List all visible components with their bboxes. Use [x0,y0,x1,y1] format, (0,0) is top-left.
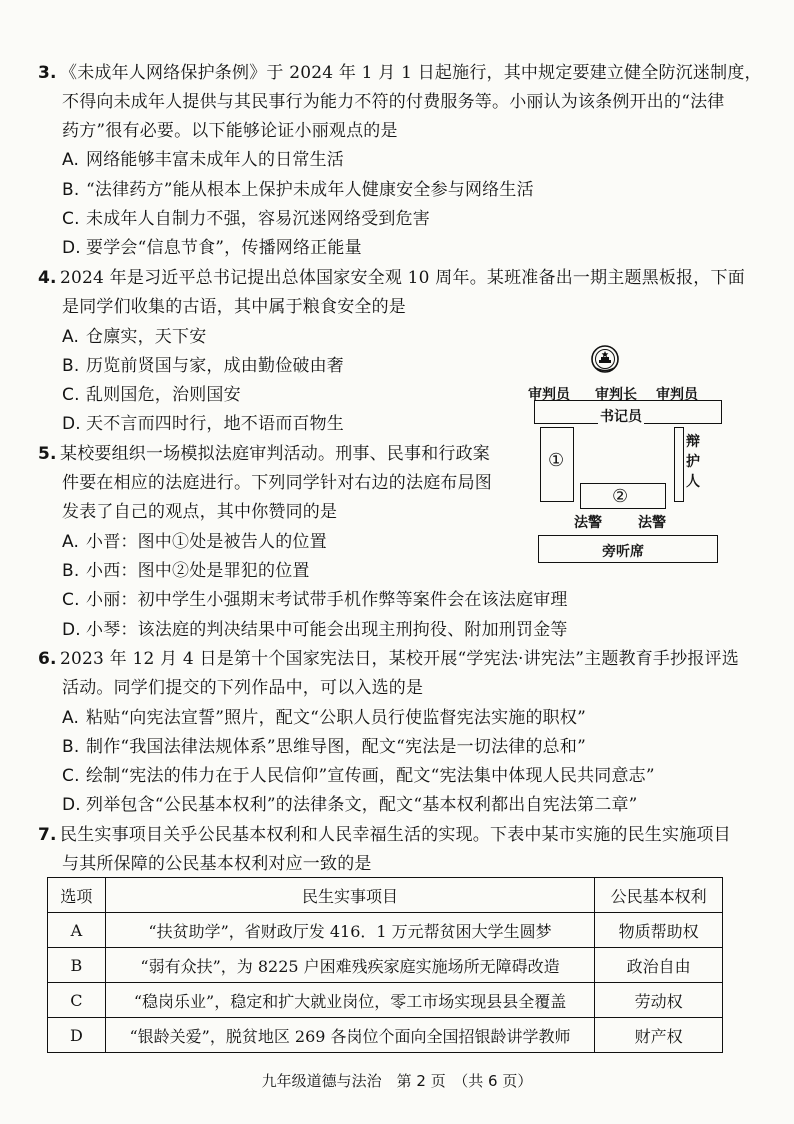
table-header-row [48,878,723,913]
table-cell: D [48,1018,106,1053]
q6-line-2: 活动。同学们提交的下列作品中，可以入选的是 [62,678,424,698]
table-cell: 物质帮助权 [595,913,723,948]
table-cell: “银龄关爱”，脱贫地区 269 各岗位个面向全国招银龄讲学教师 [105,1018,595,1053]
table-row [48,1018,723,1053]
q3-option-b: B. “法律药方”能从根本上保护未成年人健康安全参与网络生活 [62,180,534,200]
q7-line-1: 7. 民生实事项目关乎公民基本权利和人民幸福生活的实现。下表中某市实施的民生实施项目 [38,822,731,848]
q4-option-b: B. 历览前贤国与家，成由勤俭破由奢 [62,356,344,376]
q6-option-c: C. 绘制“宪法的伟力在于人民信仰”宣传画，配文“宪法集中体现人民共同意志” [62,766,655,786]
bailiff-left-label: 法警 [574,515,602,531]
rights-table [47,877,723,1053]
table-header-cell: 公民基本权利 [595,878,723,913]
judge-right-label: 审判员 [656,387,698,403]
q4-option-c: C. 乱则国危，治则国安 [62,385,241,405]
clerk-label: 书记员 [598,406,644,426]
q5-line-3: 发表了自己的观点，其中你赞同的是 [62,502,338,522]
q7-line-2: 与其所保障的公民基本权利对应一致的是 [62,854,372,874]
defender-label: 辩护人 [686,434,700,490]
table-header-cell: 民生实事项目 [105,878,595,913]
q5-line-2: 件要在相应的法庭进行。下列同学针对右边的法庭布局图 [62,473,492,493]
table-row [48,948,723,983]
q3-line-2: 不得向未成年人提供与其民事行为能力不符的付费服务等。小丽认为该条例开出的“法律 [62,92,725,112]
courtroom-diagram [528,342,728,567]
judge-left-label: 审判员 [528,387,570,403]
q5-option-a: A. 小晋：图中①处是被告人的位置 [62,532,327,552]
q5-option-b: B. 小西：图中②处是罪犯的位置 [62,561,310,581]
page-footer: 九年级道德与法治 第 2 页 （共 6 页） [261,1072,533,1090]
q5-option-d: D. 小琴：该法庭的判决结果中可能会出现主刑拘役、附加刑罚金等 [62,620,568,640]
q5-number: 5. [38,444,57,464]
q3-line-1: 3. 《未成年人网络保护条例》于 2024 年 1 月 1 日起施行，其中规定要建立健全防沉迷制度， [38,60,762,86]
q3-option-d: D. 要学会“信息节食”，传播网络正能量 [62,238,362,258]
table-cell: C [48,983,106,1018]
q3-number: 3. [38,63,57,83]
defender-desk [674,427,684,502]
table-cell: “弱有众扶”，为 8225 户困难残疾家庭实施场所无障碍改造 [105,948,595,983]
q5-option-c: C. 小丽：初中学生小强期末考试带手机作弊等案件会在该法庭审理 [62,590,568,610]
table-cell: 政治自由 [595,948,723,983]
q3-option-c: C. 未成年人自制力不强，容易沉迷网络受到危害 [62,209,430,229]
chief-judge-label: 审判长 [595,387,637,403]
q4-line-1: 4. 2024 年是习近平总书记提出总体国家安全观 10 周年。某班准备出一期主题黑板报，下面 [38,265,745,291]
q4-option-a: A. 仓廪实，天下安 [62,327,207,347]
table-row [48,983,723,1018]
q3-option-a: A. 网络能够丰富未成年人的日常生活 [62,150,344,170]
q5-line-1: 5. 某校要组织一场模拟法庭审判活动。刑事、民事和行政案 [38,441,490,467]
table-cell: B [48,948,106,983]
q6-option-a: A. 粘贴“向宪法宣誓”照片，配文“公职人员行使监督宪法实施的职权” [62,708,586,728]
table-cell: “稳岗乐业”，稳定和扩大就业岗位，零工市场实现县县全覆盖 [105,983,595,1018]
q4-line-2: 是同学们收集的古语，其中属于粮食安全的是 [62,297,406,317]
q4-option-d: D. 天不言而四时行，地不语而百物生 [62,414,344,434]
table-header-cell: 选项 [48,878,106,913]
position-2-label: ② [612,486,629,507]
table-cell: 财产权 [595,1018,723,1053]
bailiff-right-label: 法警 [638,515,666,531]
q3-line-3: 药方”很有必要。以下能够论证小丽观点的是 [62,121,398,141]
q6-option-d: D. 列举包含“公民基本权利”的法律条文，配文“基本权利都出自宪法第二章” [62,795,638,815]
gallery-label: 旁听席 [602,544,644,560]
position-1-label: ① [548,450,565,471]
national-emblem-icon [590,344,620,374]
q6-line-1: 6. 2023 年 12 月 4 日是第十个国家宪法日，某校开展“学宪法·讲宪法”主题教育手抄报评选 [38,646,739,672]
table-row [48,913,723,948]
q6-number: 6. [38,649,57,669]
table-cell: “扶贫助学”，省财政厅发 416．1 万元帮贫困大学生圆梦 [105,913,595,948]
q6-option-b: B. 制作“我国法律法规体系”思维导图，配文“宪法是一切法律的总和” [62,737,586,757]
table-cell: A [48,913,106,948]
q7-number: 7. [38,825,57,845]
q4-number: 4. [38,268,57,288]
table-cell: 劳动权 [595,983,723,1018]
